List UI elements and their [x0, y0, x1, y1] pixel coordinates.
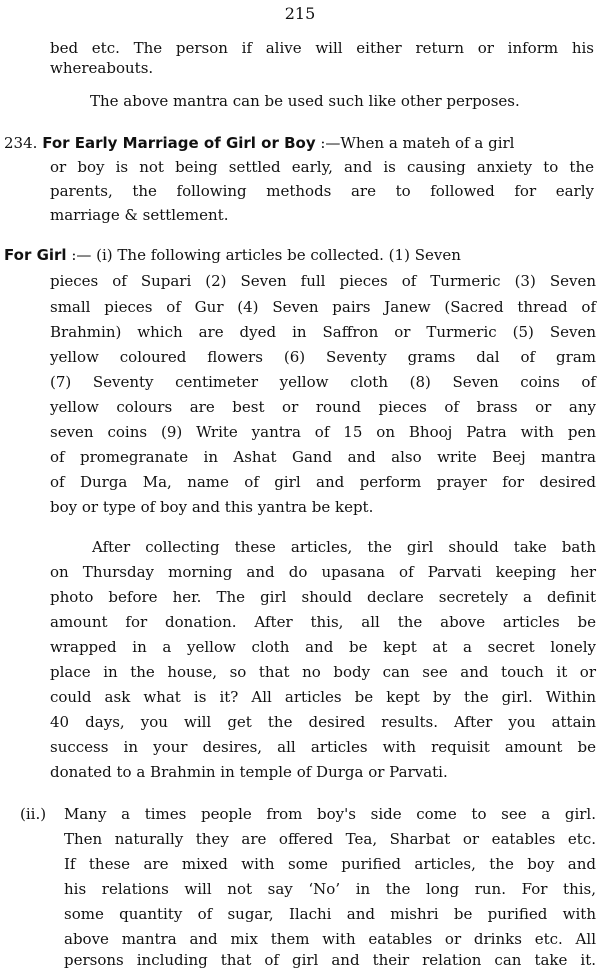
- section-number: 234.: [4, 134, 38, 152]
- section-234-first-line: [4, 133, 598, 153]
- text-line: persons including that of girl and their relation can take it.: [64, 951, 596, 969]
- text-line: success in your desires, all articles with requisit amount be: [50, 738, 596, 756]
- text-line: donated to a Brahmin in temple of Durga or Parvati.: [50, 763, 448, 781]
- text-line: place in the house, so that no body can see and touch it or: [50, 663, 596, 681]
- text-line: seven coins (9) Write yantra of 15 on Bhooj Patra with pen: [50, 423, 596, 441]
- page-number: 215: [284, 4, 316, 23]
- text-line: (7) Seventy centimeter yellow cloth (8) Seven coins of: [50, 373, 596, 391]
- for-girl-first-line: [4, 245, 596, 265]
- text-line: on Thursday morning and do upasana of Parvati keeping her: [50, 563, 596, 581]
- text-line: could ask what is it? All articles be kept by the girl. Within: [50, 688, 596, 706]
- text-line: marriage & settlement.: [50, 206, 229, 224]
- text-line: photo before her. The girl should declare secretely a definit: [50, 588, 596, 606]
- for-girl-label: For Girl: [4, 246, 67, 264]
- section-text: :—When a mateh of a girl: [315, 134, 515, 152]
- text-line: his relations will not say ‘No’ in the long run. For this,: [64, 880, 596, 898]
- text-line: of promegranate in Ashat Gand and also write Beej mantra: [50, 448, 596, 466]
- section-heading: For Early Marriage of Girl or Boy: [42, 134, 316, 152]
- text-line: Brahmin) which are dyed in Saffron or Turmeric (5) Seven: [50, 323, 596, 341]
- text-line: of Durga Ma, name of girl and perform prayer for desired: [50, 473, 596, 491]
- text-line: pieces of Supari (2) Seven full pieces of Turmeric (3) Seven: [50, 272, 596, 290]
- for-girl-text: :— (i) The following articles be collected. (1) Seven: [66, 246, 461, 264]
- text-line: Then naturally they are offered Tea, Sharbat or eatables etc.: [64, 830, 596, 848]
- text-line: whereabouts.: [50, 59, 154, 77]
- text-line: After collecting these articles, the girl should take bath: [92, 538, 596, 556]
- text-line: amount for donation. After this, all the above articles be: [50, 613, 596, 631]
- text-line: or boy is not being settled early, and is causing anxiety to the: [50, 158, 594, 176]
- text-line: boy or type of boy and this yantra be kept.: [50, 498, 374, 516]
- mantra-note: The above mantra can be used such like other perposes.: [90, 92, 520, 110]
- item-marker: (ii.): [20, 805, 47, 823]
- text-line: Many a times people from boy's side come to see a girl.: [64, 805, 596, 823]
- text-line: wrapped in a yellow cloth and be kept at a secret lonely: [50, 638, 596, 656]
- text-line: above mantra and mix them with eatables or drinks etc. All: [64, 930, 596, 948]
- text-line: yellow colours are best or round pieces of brass or any: [50, 398, 596, 416]
- text-line: bed etc. The person if alive will either return or inform his: [50, 39, 594, 57]
- text-line: 40 days, you will get the desired results. After you attain: [50, 713, 596, 731]
- text-line: yellow coloured flowers (6) Seventy grams dal of gram: [50, 348, 596, 366]
- text-line: small pieces of Gur (4) Seven pairs Janew (Sacred thread of: [50, 298, 596, 316]
- text-line: If these are mixed with some purified articles, the boy and: [64, 855, 596, 873]
- text-line: some quantity of sugar, Ilachi and mishri be purified with: [64, 905, 596, 923]
- text-line: parents, the following methods are to followed for early: [50, 182, 594, 200]
